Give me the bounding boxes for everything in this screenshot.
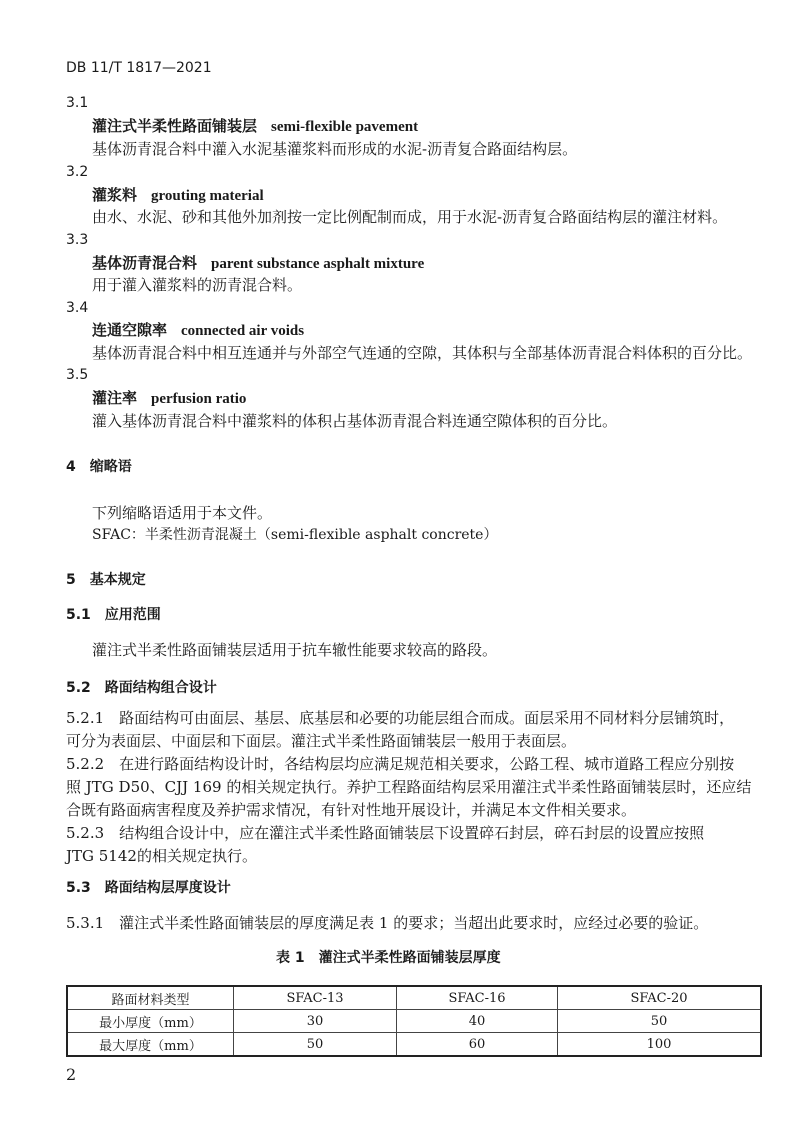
term-definition: 用于灌入灌浆料的沥青混合料。: [92, 276, 303, 294]
term-en: perfusion ratio: [151, 391, 247, 407]
paragraph: SFAC：半柔性沥青混凝土（semi-flexible asphalt concrete）: [92, 527, 498, 543]
term-en: parent substance asphalt mixture: [211, 256, 425, 272]
term-number: 3.3: [66, 232, 89, 248]
paragraph-line: 可分为表面层、中面层和下面层。灌注式半柔性路面铺装层一般用于表面层。: [66, 732, 577, 750]
term-title: [92, 254, 424, 273]
section-5-title: 5 基本规定: [66, 572, 146, 588]
table-header-row: [67, 986, 761, 1010]
paragraph-line: 5.2.1 路面结构可由面层、基层、底基层和必要的功能层组合而成。面层采用不同材料分层铺筑时，: [66, 709, 735, 727]
term-zh: 基体沥青混合料: [92, 254, 198, 272]
section-5-3-title: 5.3 路面结构层厚度设计: [66, 880, 231, 896]
term-definition: 由水、水泥、砂和其他外加剂按一定比例配制而成，用于水泥-沥青复合路面结构层的灌注材料。: [92, 208, 728, 226]
table-row: [67, 1033, 761, 1057]
section-5-1-title: 5.1 应用范围: [66, 607, 161, 623]
table-cell: 50: [558, 1010, 762, 1033]
term-zh: 灌浆料: [92, 186, 138, 204]
doc-header: DB 11/T 1817—2021: [66, 60, 212, 76]
table-cell: 50: [234, 1033, 397, 1057]
paragraph: 下列缩略语适用于本文件。: [92, 504, 273, 522]
section-5-2-title: 5.2 路面结构组合设计: [66, 680, 217, 696]
term-en: connected air voids: [181, 323, 305, 339]
term-zh: 灌注式半柔性路面铺装层: [92, 117, 258, 135]
page-number: 2: [66, 1065, 77, 1084]
term-definition: 基体沥青混合料中灌入水泥基灌浆料而形成的水泥-沥青复合路面结构层。: [92, 140, 578, 158]
term-number: 3.5: [66, 367, 89, 383]
term-en: semi-flexible pavement: [271, 119, 419, 135]
paragraph-line: 合既有路面病害程度及养护需求情况，有针对性地开展设计，并满足本文件相关要求。: [66, 801, 637, 819]
paragraph: 灌注式半柔性路面铺装层适用于抗车辙性能要求较高的路段。: [92, 641, 498, 659]
table-cell: 最小厚度（mm）: [67, 1010, 234, 1033]
header-cell: 路面材料类型: [67, 986, 234, 1010]
term-zh: 连通空隙率: [92, 321, 168, 339]
header-cell: SFAC-16: [397, 986, 558, 1010]
term-en: grouting material: [151, 188, 264, 204]
header-cell: SFAC-13: [234, 986, 397, 1010]
paragraph-line: 照 JTG D50、CJJ 169 的相关规定执行。养护工程路面结构层采用灌注式半柔性路面铺装层时，还应结: [66, 778, 752, 796]
table-cell: 最大厚度（mm）: [67, 1033, 234, 1057]
header-cell: SFAC-20: [558, 986, 762, 1010]
term-number: 3.1: [66, 95, 89, 111]
table-cell: 60: [397, 1033, 558, 1057]
term-number: 3.4: [66, 300, 89, 316]
paragraph-line: JTG 5142的相关规定执行。: [66, 847, 257, 865]
paragraph-line: 5.2.3 结构组合设计中，应在灌注式半柔性路面铺装层下设置碎石封层，碎石封层的设置应按照: [66, 824, 705, 842]
table-caption: 表 1 灌注式半柔性路面铺装层厚度: [276, 950, 501, 966]
paragraph-line: 5.2.2 在进行路面结构设计时，各结构层均应满足规范相关要求，公路工程、城市道路工程应分别按: [66, 755, 735, 773]
table-row: [67, 1010, 761, 1033]
term-definition: 灌入基体沥青混合料中灌浆料的体积占基体沥青混合料连通空隙体积的百分比。: [92, 412, 618, 430]
paragraph: 5.3.1 灌注式半柔性路面铺装层的厚度满足表 1 的要求；当超出此要求时，应经过必要的验证。: [66, 914, 709, 932]
table-cell: 40: [397, 1010, 558, 1033]
term-number: 3.2: [66, 164, 89, 180]
term-title: [92, 321, 304, 340]
table-cell: 30: [234, 1010, 397, 1033]
table-cell: 100: [558, 1033, 762, 1057]
term-title: [92, 389, 246, 408]
section-4-title: 4 缩略语: [66, 459, 132, 475]
term-definition: 基体沥青混合料中相互连通并与外部空气连通的空隙，其体积与全部基体沥青混合料体积的百分比。: [92, 344, 753, 362]
term-title: [92, 186, 264, 205]
thickness-table: [66, 985, 762, 1057]
term-zh: 灌注率: [92, 389, 138, 407]
term-title: [92, 117, 418, 136]
